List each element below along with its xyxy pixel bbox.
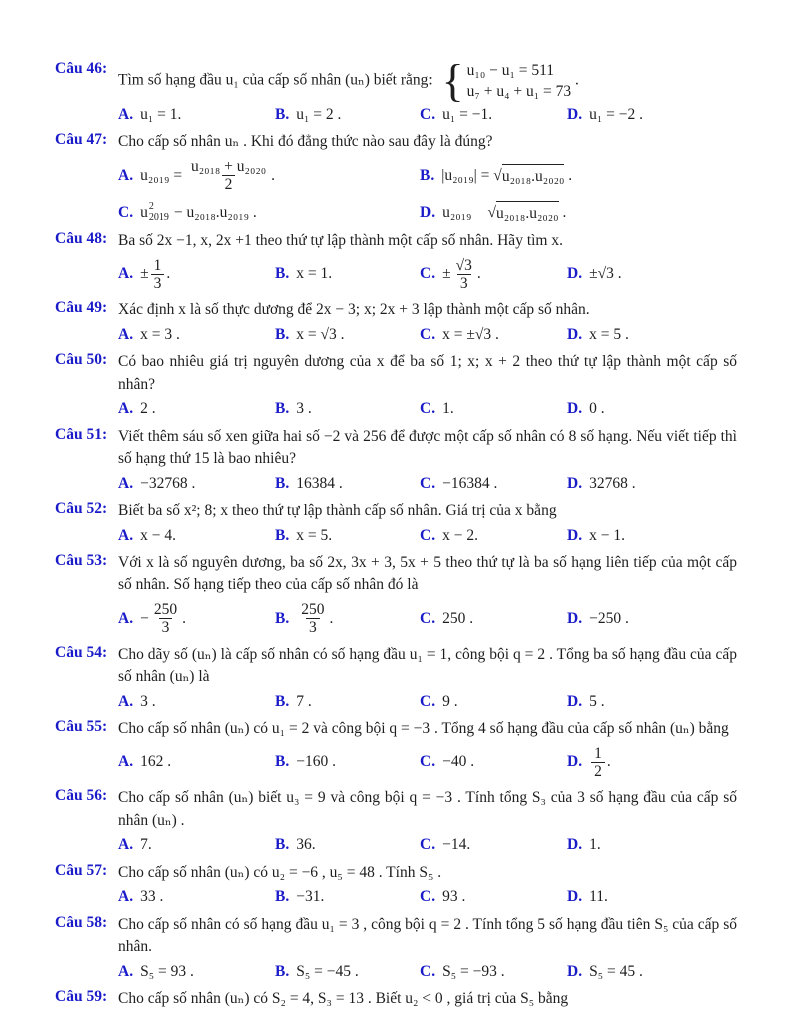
option-a <box>118 398 275 420</box>
option-letter: B. <box>275 962 290 980</box>
question-label: Câu 55: <box>55 718 108 736</box>
option-text: 16384 . <box>296 474 343 492</box>
option-letter: C. <box>420 888 436 906</box>
option-d <box>567 961 737 983</box>
radicand: u₂₀₁₈.u₂₀₂₀ <box>502 164 565 188</box>
option-letter: B. <box>275 106 290 123</box>
options-row <box>118 398 737 420</box>
option-d <box>567 834 737 856</box>
option-text: ± $\frac{√3}{3}$ . <box>442 256 481 292</box>
option-text: $\frac{250}{3}$ . <box>296 599 333 639</box>
option-c <box>420 525 567 547</box>
option-c <box>420 691 567 713</box>
option-text: x − 2. <box>442 526 478 544</box>
option-text: 11. <box>589 888 608 906</box>
sqrt-sign: √ <box>493 166 502 184</box>
option-b <box>275 525 420 547</box>
option-letter: A. <box>118 692 134 710</box>
option-letter: C. <box>420 265 436 283</box>
option-a <box>118 473 275 495</box>
option-letter: C. <box>420 526 436 544</box>
option-text: |u₂₀₁₉| = √ u₂₀₁₈.u₂₀₂₀ . <box>441 164 572 188</box>
question-text: Cho dãy số (uₙ) là cấp số nhân có số hạng đầu u₁ = 1, công bội q = 2 . Tổng ba số hạng đầu của cấp số nhân (uₙ) là <box>118 645 737 686</box>
option-letter: D. <box>567 836 583 854</box>
question-label: Câu 46: <box>55 60 108 77</box>
option-d <box>567 525 737 547</box>
question-55 <box>55 718 737 782</box>
option-a <box>118 156 420 196</box>
option-letter: C. <box>420 836 436 854</box>
question-57 <box>55 862 737 909</box>
question-label: Câu 53: <box>55 552 108 569</box>
option-b <box>275 751 420 773</box>
option-text: S₅ = −93 . <box>442 962 505 980</box>
option-text: x − 1. <box>589 526 625 544</box>
system-equations <box>467 60 571 102</box>
option-letter: B. <box>275 474 290 492</box>
option-a <box>118 104 275 126</box>
option-text: 9 . <box>442 692 458 710</box>
option-text: x = √3 . <box>296 325 345 343</box>
question-text: Xác định x là số thực dương để 2x − 3; x; 2x + 3 lập thành một cấp số nhân. <box>118 301 590 319</box>
option-letter: D. <box>567 962 583 980</box>
option-text: 32768 . <box>589 474 636 492</box>
option-text: 5 . <box>589 692 605 710</box>
option-a <box>118 886 275 908</box>
option-text: −40 . <box>442 753 475 771</box>
option-text: x = 3 . <box>140 325 180 343</box>
option-letter: C. <box>420 325 436 343</box>
option-letter: B. <box>275 609 290 627</box>
option-letter: D. <box>567 325 583 343</box>
question-51 <box>55 426 737 495</box>
question-text <box>118 55 737 107</box>
option-text: 3 . <box>140 692 156 710</box>
option-letter: D. <box>567 265 583 283</box>
option-text: 33 . <box>140 888 164 906</box>
option-b <box>275 691 420 713</box>
option-text: − $\frac{250}{3}$ . <box>140 600 186 637</box>
option-text: S₅ = −45 . <box>296 962 359 980</box>
question-59 <box>55 988 737 1010</box>
question-text: Có bao nhiêu giá trị nguyên dương của x để ba số 1; x; x + 2 theo thứ tự lập thành một cấp số nhân? <box>118 353 737 393</box>
options-row <box>118 886 737 908</box>
option-letter: D. <box>567 609 583 627</box>
option-letter: A. <box>118 325 134 343</box>
question-text: Biết ba số x²; 8; x theo thứ tự lập thành cấp số nhân. Giá trị của x bằng <box>118 502 557 520</box>
options-row <box>118 525 737 547</box>
option-letter: B. <box>420 166 435 184</box>
option-a <box>118 324 275 346</box>
option-c <box>118 202 420 224</box>
option-letter: A. <box>118 753 134 771</box>
question-49 <box>55 299 737 346</box>
option-d <box>567 743 737 783</box>
option-text: 2 . <box>140 400 156 418</box>
option-b <box>275 473 420 495</box>
option-letter: D. <box>567 526 583 544</box>
option-letter: A. <box>118 888 134 906</box>
option-c <box>420 473 567 495</box>
option-d <box>567 691 737 713</box>
option-letter: B. <box>275 692 290 710</box>
option-letter: A. <box>118 106 134 123</box>
question-47 <box>55 131 737 225</box>
option-d <box>567 608 737 630</box>
option-text: u₁ = 2 . <box>296 106 342 123</box>
option-d <box>567 104 737 126</box>
question-50 <box>55 351 737 420</box>
option-letter: A. <box>118 166 134 184</box>
option-letter: A. <box>118 836 134 854</box>
options-row <box>118 255 737 295</box>
option-letter: C. <box>420 753 436 771</box>
question-text: Cho cấp số nhân (uₙ) biết u₃ = 9 và công bội q = −3 . Tính tổng S₃ của 3 số hạng đầu của cấp số nhân (uₙ) . <box>118 789 737 829</box>
question-text: Viết thêm sáu số xen giữa hai số −2 và 256 để được một cấp số nhân có 8 số hạng. Nếu viết tiếp thì số hạng thứ 15 là bao nhiêu? <box>118 427 737 468</box>
question-54 <box>55 644 737 713</box>
option-letter: B. <box>275 753 290 771</box>
question-label: Câu 57: <box>55 861 108 879</box>
option-a <box>118 255 275 295</box>
option-letter: D. <box>420 203 436 221</box>
options-row <box>118 691 737 713</box>
option-text: −31. <box>296 888 325 906</box>
question-label: Câu 58: <box>55 913 108 931</box>
option-text: x = ±√3 . <box>442 325 499 343</box>
option-a <box>118 691 275 713</box>
brace-icon: { <box>441 55 464 107</box>
option-b <box>275 961 420 983</box>
option-c <box>420 104 567 126</box>
options-row <box>118 324 737 346</box>
question-text: Cho cấp số nhân có số hạng đầu u₁ = 3 , công bội q = 2 . Tính tổng 5 số hạng đầu tiên S₅ của cấp số nhân. <box>118 915 737 956</box>
option-c <box>420 834 567 856</box>
option-c <box>420 608 567 630</box>
option-d <box>567 473 737 495</box>
question-text-main: Tìm số hạng đầu u₁ của cấp số nhân (uₙ) biết rằng: <box>118 71 433 89</box>
option-letter: D. <box>567 692 583 710</box>
system-eq2: u₇ + u₄ + u₁ = 73 <box>466 83 572 100</box>
question-56 <box>55 787 737 856</box>
equation-system <box>441 55 572 107</box>
question-label: Câu 54: <box>55 643 108 661</box>
option-b <box>275 324 420 346</box>
option-letter: D. <box>567 474 583 492</box>
option-a <box>118 961 275 983</box>
option-text: 93 . <box>442 888 466 906</box>
fraction: $\frac{250}{3}$ <box>153 600 178 637</box>
option-c <box>420 255 567 295</box>
option-text: u₁ = −2 . <box>589 106 643 123</box>
option-letter: C. <box>420 400 436 418</box>
option-c <box>420 886 567 908</box>
option-text: 7. <box>140 836 152 854</box>
question-label: Câu 59: <box>55 988 108 1005</box>
option-text: 250 . <box>442 609 474 627</box>
option-text: $\frac{1}{2}$ . <box>589 743 611 783</box>
radicand: u₂₀₁₈.u₂₀₂₀ <box>496 201 559 225</box>
option-letter: A. <box>118 265 134 283</box>
system-eq1: u₁₀ − u₁ = 511 <box>466 62 555 79</box>
question-52 <box>55 500 737 547</box>
question-text: Cho cấp số nhân (uₙ) có S₂ = 4, S₃ = 13 . Biết u₂ < 0 , giá trị của S₅ bằng <box>118 990 569 1007</box>
option-letter: B. <box>275 325 290 343</box>
option-a <box>118 751 275 773</box>
option-b <box>275 104 420 126</box>
option-letter: B. <box>275 265 290 283</box>
options-row <box>118 599 737 639</box>
question-label: Câu 50: <box>55 351 108 369</box>
option-text: S₅ = 45 . <box>589 962 643 980</box>
option-letter: B. <box>275 836 290 854</box>
option-text: x − 4. <box>140 526 176 544</box>
question-text: Ba số 2x −1, x, 2x +1 theo thứ tự lập thành một cấp số nhân. Hãy tìm x. <box>118 232 563 250</box>
option-a <box>118 525 275 547</box>
options-row <box>118 743 737 783</box>
options-row <box>118 961 737 983</box>
option-text: ±√3 . <box>589 265 622 283</box>
option-b <box>275 886 420 908</box>
option-letter: D. <box>567 753 583 771</box>
option-b <box>275 834 420 856</box>
option-letter: D. <box>567 400 583 418</box>
option-text: ± $\frac{1}{3}$ . <box>140 256 171 292</box>
option-b <box>420 164 737 188</box>
option-text: −32768 . <box>140 474 196 492</box>
option-letter: B. <box>275 526 290 544</box>
question-label: Câu 49: <box>55 299 108 317</box>
option-text: 0 . <box>589 400 605 418</box>
option-d <box>567 263 737 285</box>
option-b <box>275 599 420 639</box>
option-letter: C. <box>420 474 436 492</box>
fraction: $\frac{√3}{3}$ <box>455 256 472 292</box>
question-46 <box>55 55 737 126</box>
option-letter: D. <box>567 106 583 123</box>
option-a <box>118 834 275 856</box>
option-text: u₁ = 1. <box>140 106 182 123</box>
option-text: −16384 . <box>442 474 498 492</box>
option-letter: A. <box>118 474 134 492</box>
option-text: u₂₀₁₉ = $\frac{\text{u₂₀₁₈ + u₂₀₂₀}}{2}$ . <box>140 157 276 194</box>
option-b <box>275 398 420 420</box>
option-text: −250 . <box>589 609 629 627</box>
option-text: x = 5 . <box>589 325 629 343</box>
option-text: 1. <box>589 836 601 854</box>
option-letter: B. <box>275 400 290 418</box>
option-a <box>118 599 275 639</box>
question-label: Câu 52: <box>55 500 108 518</box>
question-53 <box>55 552 737 639</box>
question-label: Câu 48: <box>55 230 108 248</box>
option-d <box>567 886 737 908</box>
option-c <box>420 961 567 983</box>
options-grid <box>118 156 737 225</box>
question-text: Cho cấp số nhân (uₙ) có u₂ = −6 , u₅ = 48 . Tính S₅ . <box>118 863 442 881</box>
option-text: x = 5. <box>296 526 333 544</box>
option-letter: C. <box>420 106 436 123</box>
option-d <box>567 398 737 420</box>
question-48 <box>55 230 737 294</box>
option-letter: A. <box>118 962 134 980</box>
option-text: −160 . <box>296 753 336 771</box>
option-text: u 2 2019 − u₂₀₁₈.u₂₀₁₉ . <box>140 201 257 223</box>
option-text: u₁ = −1. <box>442 106 493 123</box>
option-text: 3 . <box>296 400 312 418</box>
question-label: Câu 56: <box>55 787 108 805</box>
option-text: 7 . <box>296 692 312 710</box>
option-text: 1. <box>442 400 454 418</box>
option-d <box>567 324 737 346</box>
sqrt-sign: √ <box>487 203 496 221</box>
option-letter: D. <box>567 888 583 906</box>
option-letter: A. <box>118 400 134 418</box>
question-text-after: . <box>574 71 579 89</box>
fraction: $\frac{1}{3}$ <box>151 257 165 293</box>
option-letter: C. <box>420 609 436 627</box>
fraction: $\frac{250}{3}$ <box>301 600 325 637</box>
options-row <box>118 104 737 126</box>
question-text: Với x là số nguyên dương, ba số 2x, 3x + 3, 5x + 5 theo thứ tự là ba số hạng liên tiếp của một cấp số nhân. Số hạng tiếp theo của cấp số nhân đó là <box>118 554 737 594</box>
option-text: −14. <box>442 836 471 854</box>
question-58 <box>55 914 737 983</box>
question-text: Cho cấp số nhân uₙ . Khi đó đẳng thức nào sau đây là đúng? <box>118 133 493 151</box>
options-row <box>118 834 737 856</box>
option-letter: A. <box>118 609 134 627</box>
option-text: x = 1. <box>296 265 333 283</box>
option-letter: C. <box>420 692 436 710</box>
option-d <box>420 201 737 225</box>
option-text: S₅ = 93 . <box>140 962 194 980</box>
sup-sub: 2 2019 <box>148 201 169 223</box>
option-text: u₂₀₁₉ √ u₂₀₁₈.u₂₀₂₀ . <box>442 201 566 225</box>
option-b <box>275 263 420 285</box>
option-text: 36. <box>296 836 316 854</box>
option-text: 162 . <box>140 753 172 771</box>
question-text: Cho cấp số nhân (uₙ) có u₁ = 2 và công bội q = −3 . Tổng 4 số hạng đầu của cấp số nhân (uₙ) bằng <box>118 720 729 738</box>
option-letter: A. <box>118 526 134 544</box>
question-label: Câu 47: <box>55 131 108 149</box>
option-c <box>420 324 567 346</box>
options-row <box>118 473 737 495</box>
option-letter: C. <box>420 962 436 980</box>
option-c <box>420 398 567 420</box>
option-letter: C. <box>118 203 134 221</box>
question-label: Câu 51: <box>55 425 108 443</box>
option-letter: B. <box>275 888 290 906</box>
option-c <box>420 751 567 773</box>
fraction: $\frac{\text{u₂₀₁₈ + u₂₀₂₀}}{2}$ <box>190 157 267 194</box>
fraction: $\frac{1}{2}$ <box>591 745 605 781</box>
